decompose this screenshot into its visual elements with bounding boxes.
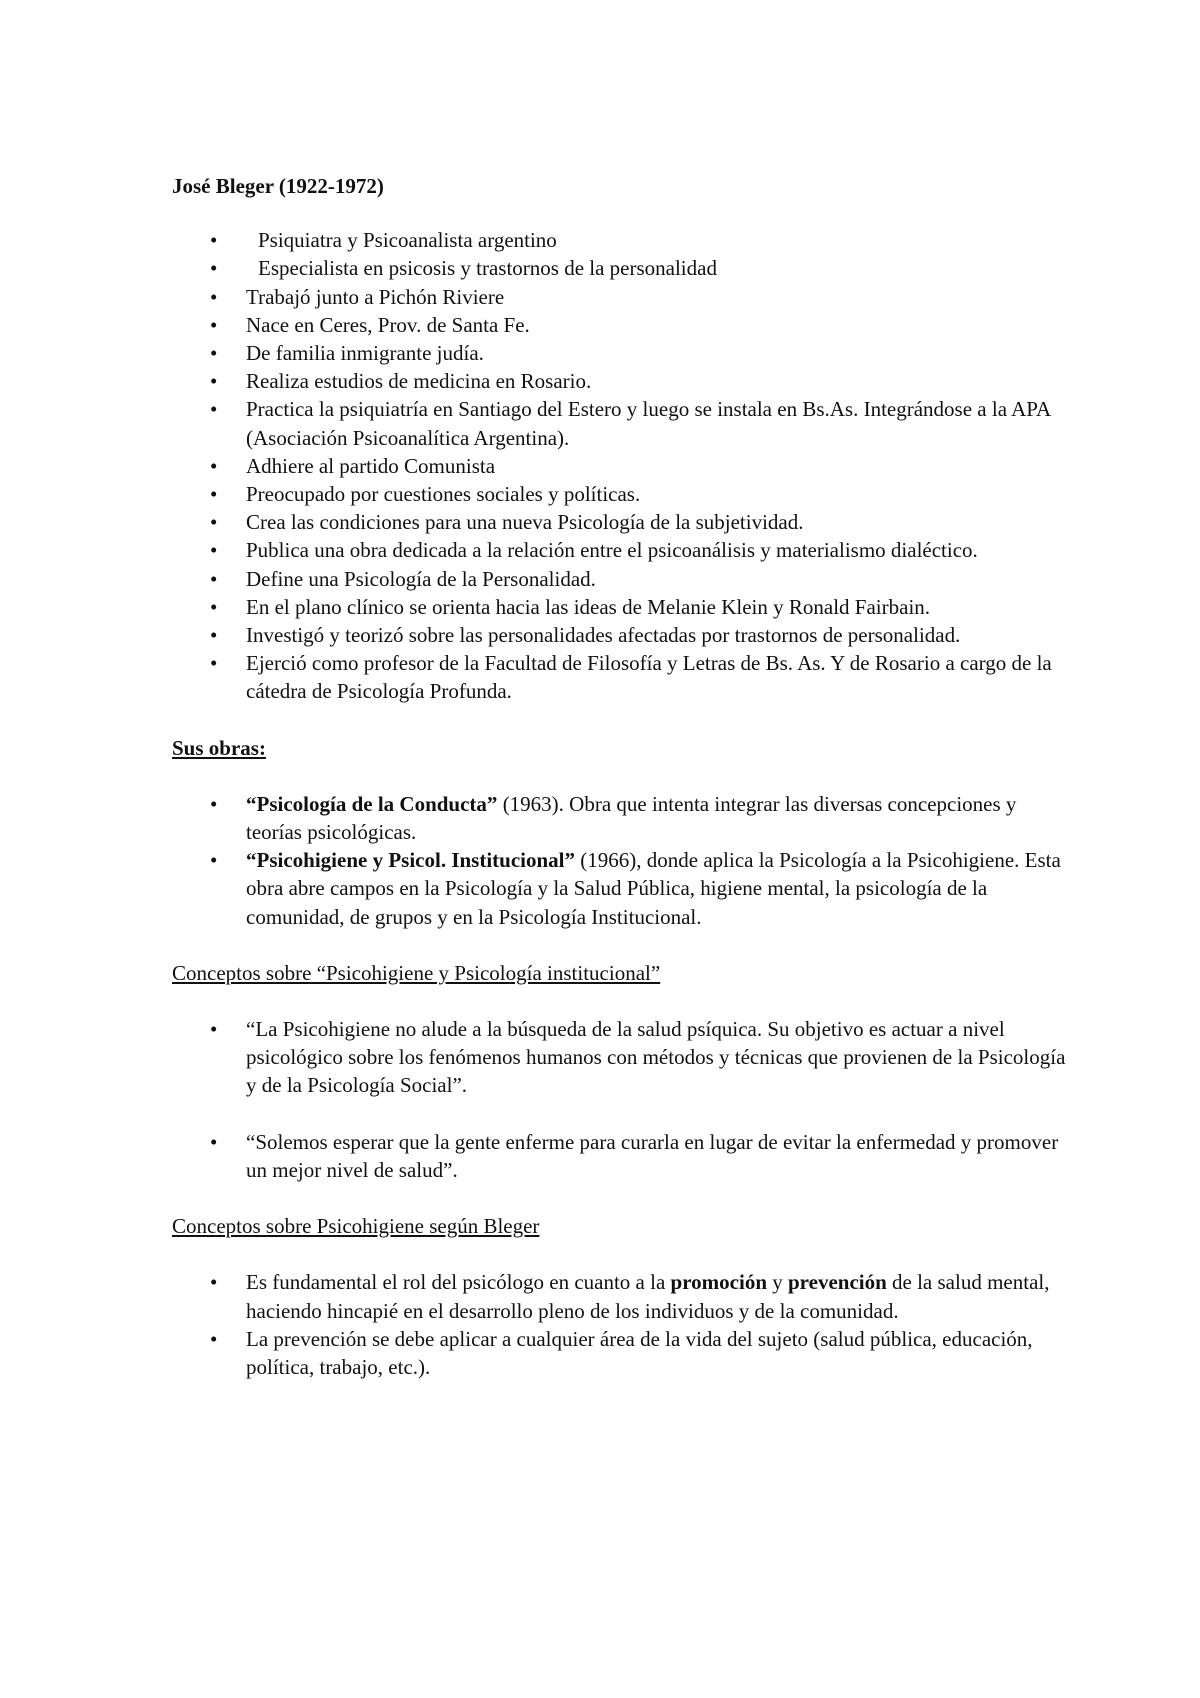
- bullet-icon: •: [210, 453, 218, 478]
- list-item: • Especialista en psicosis y trastornos de la personalidad: [172, 254, 1072, 282]
- document-page: [172, 172, 1072, 1381]
- work-description: (1966), donde aplica la Psicología a la Psicohigiene. Esta obra abre campos en la Psicología y la Salud Pública, higiene mental, la psicología de la comunidad, de grupos y en la Psicología Institucional.: [246, 848, 1061, 929]
- bullet-icon: •: [210, 312, 218, 337]
- list-item: • Preocupado por cuestiones sociales y políticas.: [172, 480, 1072, 508]
- list-item: • Investigó y teorizó sobre las personalidades afectadas por trastornos de personalidad.: [172, 621, 1072, 649]
- work-title: “Psicología de la Conducta”: [246, 791, 498, 816]
- bio-list: [172, 226, 1072, 705]
- list-item: • Define una Psicología de la Personalidad.: [172, 565, 1072, 593]
- concepts-list: [172, 1015, 1072, 1100]
- list-item: • En el plano clínico se orienta hacia las ideas de Melanie Klein y Ronald Fairbain.: [172, 593, 1072, 621]
- emphasis-promocion: promoción: [670, 1270, 767, 1295]
- spacer: [172, 1100, 1072, 1128]
- work-title: “Psicohigiene y Psicol. Institucional”: [246, 848, 576, 873]
- bullet-icon: •: [210, 848, 218, 873]
- concept-quote: “La Psicohigiene no alude a la búsqueda de la salud psíquica. Su objetivo es actuar a nivel psicológico sobre los fenómenos humanos con métodos y técnicas que provienen de la Psicología y de la Psicología Social”.: [246, 1017, 1066, 1098]
- bullet-icon: •: [210, 623, 218, 648]
- list-item: • Adhiere al partido Comunista: [172, 452, 1072, 480]
- list-item: • Crea las condiciones para una nueva Psicología de la subjetividad.: [172, 508, 1072, 536]
- bullet-icon: •: [210, 651, 218, 676]
- list-item: [172, 790, 1072, 846]
- bullet-icon: •: [210, 1270, 218, 1295]
- list-item: [172, 1015, 1072, 1100]
- list-item: • Psiquiatra y Psicoanalista argentino: [172, 226, 1072, 254]
- document-title: José Bleger (1922-1972): [172, 174, 384, 198]
- list-item: • Nace en Ceres, Prov. de Santa Fe.: [172, 311, 1072, 339]
- bleger-list: [172, 1268, 1072, 1381]
- list-item: • La prevención se debe aplicar a cualquier área de la vida del sujeto (salud pública, educación, política, trabajo, etc.).: [210, 1326, 1033, 1379]
- list-item: [172, 846, 1072, 931]
- concepts-heading: Conceptos sobre “Psicohigiene y Psicología institucional”: [172, 960, 661, 985]
- bullet-icon: •: [210, 594, 218, 619]
- list-item: [172, 1128, 1072, 1184]
- list-item: • Practica la psiquiatría en Santiago del Estero y luego se instala en Bs.As. Integrándose a la APA (Asociación Psicoanalítica Argentina).: [210, 397, 1051, 450]
- emphasis-prevencion: prevención: [788, 1270, 887, 1295]
- bullet-icon: •: [210, 369, 218, 394]
- list-item: • Ejerció como profesor de la Facultad de Filosofía y Letras de Bs. As. Y de Rosario a cargo de la cátedra de Psicología Profunda.: [210, 651, 1052, 704]
- bullet-icon: •: [210, 397, 218, 422]
- concepts-list-2: [172, 1128, 1072, 1184]
- list-item: • Publica una obra dedicada a la relación entre el psicoanálisis y materialismo dialéctico.: [172, 536, 1072, 564]
- bullet-icon: •: [210, 1326, 218, 1351]
- bullet-icon: •: [210, 1129, 218, 1154]
- list-item: • De familia inmigrante judía.: [172, 339, 1072, 367]
- list-item: • Es fundamental el rol del psicólogo en cuanto a la promoción y prevención de la salud mental, haciendo hincapié en el desarrollo pleno de los individuos y de la comunidad.: [210, 1270, 1050, 1323]
- bullet-icon: •: [210, 256, 218, 281]
- list-item: • Realiza estudios de medicina en Rosario.: [172, 367, 1072, 395]
- concept-quote: “Solemos esperar que la gente enferme para curarla en lugar de evitar la enfermedad y promover un mejor nivel de salud”.: [246, 1129, 1059, 1182]
- bullet-icon: •: [210, 1017, 218, 1042]
- bullet-icon: •: [210, 284, 218, 309]
- bullet-icon: •: [210, 510, 218, 535]
- works-list: [172, 790, 1072, 931]
- work-description: (1963). Obra que intenta integrar las diversas concepciones y teorías psicológicas.: [246, 791, 1017, 845]
- bullet-icon: •: [210, 341, 218, 366]
- bullet-icon: •: [210, 566, 218, 591]
- bleger-heading: Conceptos sobre Psicohigiene según Bleger: [172, 1214, 540, 1239]
- bullet-icon: •: [210, 791, 218, 816]
- works-heading: Sus obras:: [172, 735, 266, 760]
- bullet-icon: •: [210, 538, 218, 563]
- bullet-icon: •: [210, 482, 218, 507]
- list-item: • Trabajó junto a Pichón Riviere: [172, 283, 1072, 311]
- bullet-icon: •: [210, 228, 218, 253]
